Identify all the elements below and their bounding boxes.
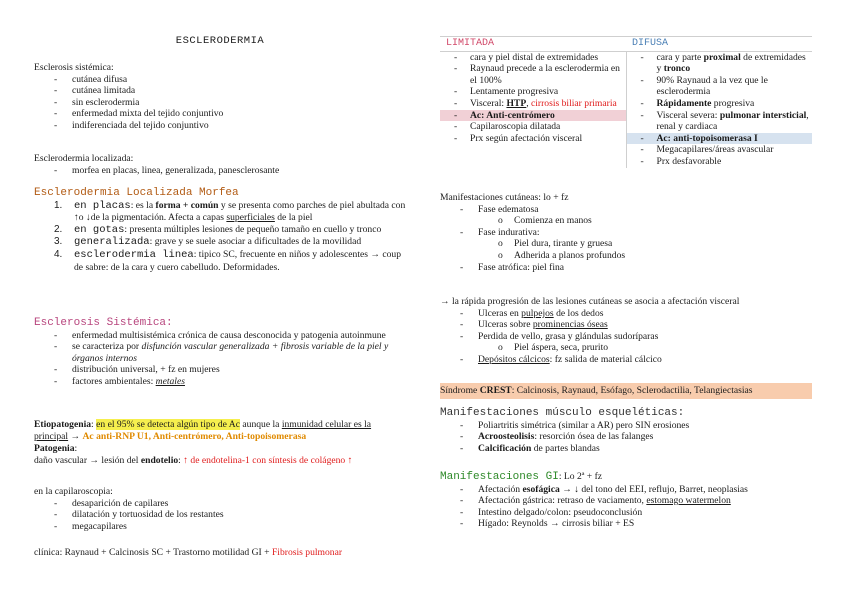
- list-item: [34, 341, 406, 364]
- bold-text: Rápidamente: [656, 97, 712, 109]
- morfea-list: [34, 200, 406, 274]
- cutaneous-section: [440, 192, 812, 273]
- list-item: [440, 484, 812, 496]
- list-item: o Piel dura, tirante y gruesa: [440, 238, 812, 250]
- list-item: [440, 308, 812, 320]
- list-item: o Piel áspera, seca, prurito: [440, 342, 812, 354]
- capi-list: [34, 498, 406, 533]
- list-item: - dilatación y tortuosidad de los restantes: [34, 509, 406, 521]
- list-item: - Poliartritis simétrica (similar a AR) pero SIN erosiones: [440, 420, 812, 432]
- bold-text: endotelio: [140, 454, 179, 466]
- comparison-table: [440, 36, 812, 168]
- text: factores ambientales:: [72, 375, 156, 387]
- text: :: [178, 454, 184, 466]
- text: progresiva: [711, 97, 755, 109]
- list-item: - distribución universal, + fz en mujeres: [34, 364, 406, 376]
- text: : presenta múltiples lesiones de pequeño tamaño en cuello y tronco: [124, 223, 382, 235]
- list-item: - cara y piel distal de extremidades: [440, 52, 626, 64]
- musculoskeletal-section: [440, 408, 812, 454]
- list-item: [627, 110, 813, 133]
- text: : fz salida de material cálcico: [549, 353, 662, 365]
- text: Afectación gástrica: retraso de vaciamento,: [478, 495, 647, 507]
- text: Visceral:: [470, 97, 507, 109]
- bold-text: forma + común: [155, 199, 219, 211]
- list-item: - enfermedad multisistémica crónica de causa desconocida y patogenia autoinmune: [34, 330, 406, 342]
- localized-classification: [34, 153, 406, 176]
- gi-section: [440, 471, 812, 530]
- cut-list: [440, 204, 812, 274]
- morfea-heading: Esclerodermia Localizada Morfea: [34, 187, 239, 199]
- text: , renal y cardiaca: [656, 109, 809, 133]
- bold-text: Acroosteolisis: [478, 431, 535, 443]
- text: : Calcinosis, Raynaud, Esófago, Sclerodactilia, Telangiectasias: [511, 385, 753, 396]
- systemic-classification: [34, 62, 406, 132]
- text: :: [74, 443, 78, 454]
- text: cara y parte: [656, 51, 704, 63]
- bold-text: tronco: [663, 63, 691, 75]
- antibodies-text: Ac anti-RNP U1, Anti-centrómero, Anti-topoisomerasa: [82, 430, 307, 442]
- list-item: - enfermedad mixta del tejido conjuntivo: [34, 108, 406, 120]
- list-item: - Megacapilares/áreas avascular: [627, 144, 813, 156]
- text: aunque la: [239, 419, 282, 430]
- text: Síndrome: [440, 385, 480, 396]
- text: Ulceras en: [478, 307, 522, 319]
- list-item: - Capilaroscopia dilatada: [440, 121, 626, 133]
- page-title: ESCLERODERMIA: [175, 35, 265, 47]
- arrow: →: [68, 430, 83, 442]
- etiopatogenia: [34, 419, 406, 442]
- patogenia: [34, 443, 406, 466]
- list-item: - morfea en placas, linea, generalizada, panesclerosante: [34, 165, 406, 177]
- text: se caracteriza por: [72, 341, 142, 353]
- bold-text: proximal: [703, 51, 741, 63]
- text: Visceral severa:: [656, 109, 720, 121]
- list-item: - indiferenciada del tejido conjuntivo: [34, 120, 406, 132]
- underlined-italic: metales: [155, 375, 185, 387]
- list-item: [440, 110, 626, 122]
- list-item: o Comienza en manos: [440, 215, 812, 227]
- crest-banner: [440, 383, 812, 399]
- text: Afectación: [478, 483, 523, 495]
- difusa-cell: [626, 51, 812, 167]
- list-item: - 90% Raynaud a la vez que le esclerodermia: [627, 75, 813, 98]
- text: daño vascular → lesión del: [34, 454, 141, 466]
- text: de partes blandas: [531, 442, 600, 454]
- text: : grave y se suele asociar a dificultades de la movilidad: [149, 236, 362, 248]
- ss-list: [34, 330, 406, 388]
- list-item: - Fase atrófica: piel fina: [440, 262, 812, 274]
- bold-text: CREST: [479, 385, 512, 396]
- list-item: - Lentamente progresiva: [440, 86, 626, 98]
- morfea-key: generalizada: [74, 236, 150, 249]
- morfea-key: esclerodermia linea: [74, 248, 194, 261]
- list-item: [440, 443, 812, 455]
- localized-list: [34, 165, 406, 177]
- list-item: - Fase edematosa: [440, 204, 812, 216]
- list-item: - Prx según afectación visceral: [440, 133, 626, 145]
- list-item: o Adherida a planos profundos: [440, 250, 812, 262]
- underlined-text: Depósitos cálcicos: [478, 353, 550, 365]
- list-item: - desaparición de capilares: [34, 498, 406, 510]
- list-item: [627, 52, 813, 75]
- list-item: - Hígado: Reynolds → cirrosis biliar + ES: [440, 518, 812, 530]
- progression-section: [440, 296, 812, 366]
- bold-text: Ac: Anti-centrómero: [470, 109, 555, 121]
- list-item: [440, 431, 812, 443]
- systemic-sclerosis-section: [34, 318, 406, 388]
- morfea-item: 3. generalizada: grave y se suele asociar a dificultades de la movilidad: [54, 236, 362, 249]
- list-item: [627, 98, 813, 110]
- musc-heading: Manifestaciones músculo esqueléticas:: [440, 407, 685, 419]
- localized-heading: Esclerodermia localizada:: [34, 153, 134, 164]
- bold-text: Calcificación: [478, 442, 532, 454]
- underlined-text: estomago watermelon: [646, 495, 731, 507]
- progression-text: → la rápida progresión de las lesiones cutáneas se asocia a afectación visceral: [440, 296, 740, 307]
- limitada-cell: [440, 51, 626, 167]
- list-item: - Intestino delgado/colon: pseudoconclusión: [440, 507, 812, 519]
- morfea-key: en placas: [74, 199, 131, 212]
- bold-text: HTP: [506, 97, 527, 109]
- header-limitada: LIMITADA: [440, 37, 626, 52]
- limitada-list: [440, 52, 626, 145]
- underlined-text: prominencias óseas: [532, 319, 608, 331]
- list-item: [440, 319, 812, 331]
- morfea-item: 2. en gotas: presenta múltiples lesiones de pequeño tamaño en cuello y tronco: [54, 223, 382, 236]
- text: : Lo 2ª + fz: [558, 471, 603, 482]
- systemic-heading: Esclerosis sistémica:: [34, 62, 114, 73]
- text: de extremidades y: [656, 51, 806, 75]
- list-item: [34, 376, 406, 388]
- difusa-list: [627, 52, 813, 168]
- morfea-item: 1. en placas: es la forma + común y se presenta como parches de piel abultada con ↑o ↓de la pigmentación. Afecta a capas superficiales de la piel: [54, 199, 406, 224]
- list-item: [440, 98, 626, 110]
- text: Ulceras sobre: [478, 319, 533, 331]
- list-item: - sin esclerodermia: [34, 97, 406, 109]
- progression-list: [440, 308, 812, 366]
- italic-text: disfunción vascular generalizada + fibrosis variable de la piel y órganos internos: [72, 341, 389, 364]
- text: → ↓ del tono del EEI, reflujo, Barret, neoplasias: [559, 483, 748, 495]
- text: de la piel: [274, 212, 313, 224]
- cut-heading: Manifestaciones cutáneas: lo + fz: [440, 192, 569, 203]
- list-item: - Fase indurativa:: [440, 227, 812, 239]
- text: ,: [526, 97, 531, 109]
- list-item: - Perdida de vello, grasa y glándulas sudoríparas: [440, 331, 812, 343]
- bold-text: esofágica: [522, 483, 560, 495]
- capi-heading: en la capilaroscopia:: [34, 486, 113, 497]
- systemic-list: [34, 74, 406, 132]
- pat-label: Patogenia: [34, 443, 75, 454]
- gi-list: [440, 484, 812, 530]
- text: de los dedos: [553, 307, 604, 319]
- morfea-section: [34, 188, 406, 273]
- header-difusa: DIFUSA: [626, 37, 812, 52]
- list-item: [440, 354, 812, 366]
- morfea-item: 4. esclerodermia linea: tipico SC, frecuente en niños y adolescentes → coup de sabre: de la cara y cuero cabelludo. Deformidades.: [54, 248, 402, 273]
- list-item: - Prx desfavorable: [627, 156, 813, 168]
- list-item: - cutánea difusa: [34, 74, 406, 86]
- gi-heading: Manifestaciones GI: [440, 471, 559, 483]
- text: y se presenta como parches de piel abultada con ↑o ↓de la pigmentación. Afecta a capas: [74, 199, 406, 224]
- clinica: [34, 547, 406, 559]
- text: clínica: Raynaud + Calcinosis SC + Trastorno motilidad GI +: [34, 547, 272, 558]
- underlined-text: superficiales: [226, 212, 275, 224]
- list-item: [440, 495, 812, 507]
- text: :: [91, 419, 97, 430]
- ss-heading: Esclerosis Sistémica:: [34, 317, 173, 329]
- underlined-text: inmunidad celular es la principal: [34, 419, 372, 442]
- bold-text: pulmonar intersticial: [719, 109, 807, 121]
- capilaroscopia: [34, 486, 406, 532]
- red-text: ↑ de endotelina-1 con síntesis de colágeno ↑: [183, 454, 353, 466]
- highlighted-text: en el 95% se detecta algún tipo de Ac: [96, 419, 240, 430]
- list-item: - megacapilares: [34, 521, 406, 533]
- musc-list: [440, 420, 812, 455]
- red-text: cirrosis biliar primaria: [530, 97, 617, 109]
- list-item: [627, 133, 813, 145]
- bold-text: Ac: anti-topoisomerasa I: [656, 132, 758, 144]
- red-text: Fibrosis pulmonar: [271, 547, 343, 558]
- etio-label: Etiopatogenia: [34, 419, 92, 430]
- underlined-text: pulpejos: [521, 307, 554, 319]
- list-item: - Raynaud precede a la esclerodermia en el 100%: [440, 63, 626, 86]
- text: : es la: [130, 199, 156, 211]
- text: : resorción ósea de las falanges: [534, 431, 654, 443]
- morfea-key: en gotas: [74, 223, 125, 236]
- text: : tipico SC, frecuente en niños y adolescentes → coup de sabre: de la cara y cuero cabelludo. Deformidades.: [74, 248, 402, 273]
- list-item: - cutánea limitada: [34, 85, 406, 97]
